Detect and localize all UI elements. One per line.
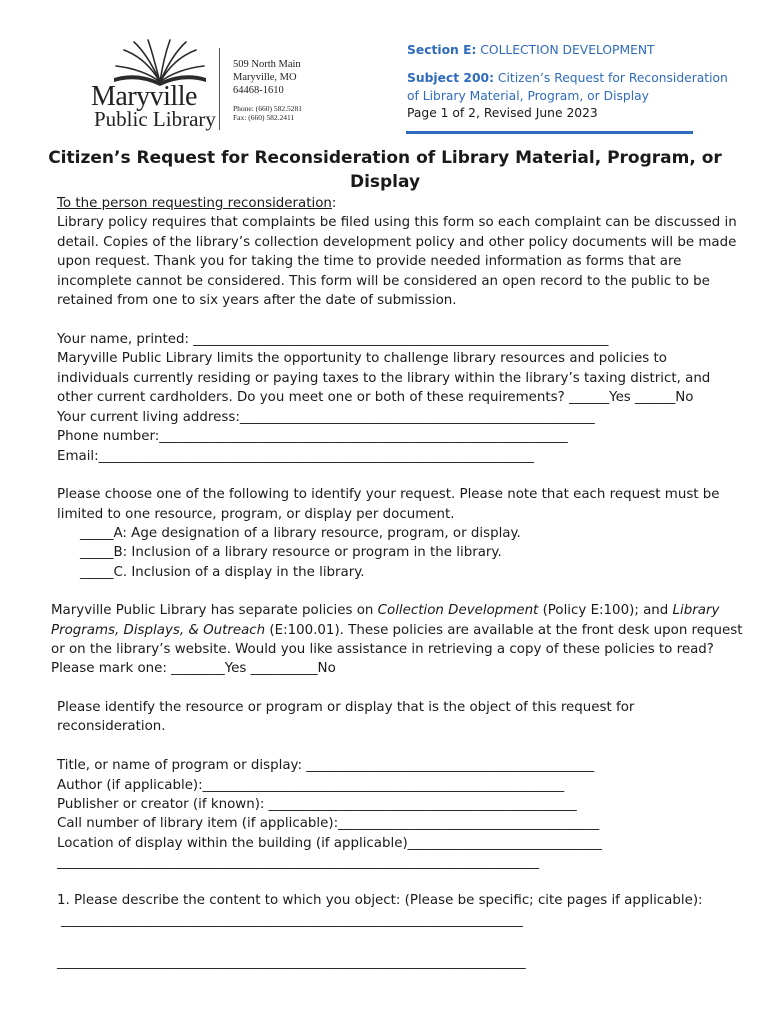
policies-line: Maryville Public Library has separate policies on Collection Development (Policy E:100); and Library bbox=[51, 603, 720, 618]
request-option-b[interactable]: _____B: Inclusion of a library resource or program in the library. bbox=[80, 545, 502, 560]
intro-line: upon request. Thank you for taking the time to provide needed information as forms that are bbox=[57, 254, 682, 269]
policies-mark-field[interactable]: Please mark one: ________Yes __________No bbox=[51, 661, 336, 676]
eligibility-line: Maryville Public Library limits the opportunity to challenge library resources and policies to bbox=[57, 351, 667, 366]
address-street: 509 North Main bbox=[233, 59, 301, 70]
header-divider bbox=[406, 131, 693, 134]
subject-heading: Subject 200: Citizen’s Request for Reconsideration bbox=[407, 71, 728, 85]
publisher-field[interactable]: Publisher or creator (if known): ______________________________________________ bbox=[57, 797, 577, 812]
email-field[interactable]: Email:_________________________________________________________________ bbox=[57, 449, 534, 464]
question-1-answer-line[interactable]: ______________________________________________________________________ bbox=[57, 955, 526, 970]
request-type-intro: limited to one resource, program, or display per document. bbox=[57, 507, 455, 522]
section-heading: Section E: COLLECTION DEVELOPMENT bbox=[407, 43, 655, 57]
eligibility-line: individuals currently residing or paying taxes to the library within the library’s taxing district, and bbox=[57, 371, 711, 386]
logo-divider bbox=[219, 48, 220, 130]
location-field[interactable]: Location of display within the building (if applicable)_____________________________ bbox=[57, 836, 602, 851]
page-title-cont: Display bbox=[349, 172, 421, 192]
request-type-intro: Please choose one of the following to identify your request. Please note that each request must be bbox=[57, 487, 720, 502]
subject-heading-cont: of Library Material, Program, or Display bbox=[407, 89, 649, 103]
eligibility-question[interactable]: other current cardholders. Do you meet one or both of these requirements? ______Yes ______No bbox=[57, 390, 694, 405]
location-field-cont[interactable]: ________________________________________________________________________ bbox=[57, 855, 540, 870]
intro-heading: To the person requesting reconsideration: bbox=[57, 196, 337, 211]
request-option-c[interactable]: _____C. Inclusion of a display in the library. bbox=[80, 565, 365, 580]
intro-line: incomplete cannot be considered. This form will be considered an open record to the public to be bbox=[57, 274, 710, 289]
address-field[interactable]: Your current living address:_____________________________________________________ bbox=[57, 410, 595, 425]
logo-name-line1: Maryville bbox=[91, 81, 197, 112]
question-1: 1. Please describe the content to which you object: (Please be specific; cite pages if applicable): bbox=[57, 893, 703, 908]
name-field[interactable]: Your name, printed: ______________________________________________________________ bbox=[57, 332, 609, 347]
call-number-field[interactable]: Call number of library item (if applicable):_______________________________________ bbox=[57, 816, 600, 831]
author-field[interactable]: Author (if applicable):______________________________________________________ bbox=[57, 778, 565, 793]
address-phone: Phone: (660) 582.5281 bbox=[233, 104, 302, 113]
address-city: Maryville, MO bbox=[233, 72, 297, 83]
page-info: Page 1 of 2, Revised June 2023 bbox=[407, 106, 598, 120]
phone-field[interactable]: Phone number:_____________________________________________________________ bbox=[57, 429, 568, 444]
policies-line: or on the library’s website. Would you like assistance in retrieving a copy of these policies to read? bbox=[51, 642, 714, 657]
intro-line: Library policy requires that complaints be filed using this form so each complaint can be discussed in bbox=[57, 215, 737, 230]
title-field[interactable]: Title, or name of program or display: ___________________________________________ bbox=[57, 758, 595, 773]
logo-name-line2: Public Library bbox=[94, 107, 216, 131]
address-fax: Fax: (660) 582.2411 bbox=[233, 113, 295, 122]
request-option-a[interactable]: _____A: Age designation of a library resource, program, or display. bbox=[80, 526, 521, 541]
intro-line: retained from one to six years after the date of submission. bbox=[57, 293, 457, 308]
policies-line: Programs, Displays, & Outreach (E:100.01). These policies are available at the front desk upon request bbox=[51, 623, 743, 638]
resource-intro: reconsideration. bbox=[57, 719, 166, 734]
intro-line: detail. Copies of the library’s collection development policy and other policy documents will be made bbox=[57, 235, 737, 250]
question-1-answer-line[interactable]: _____________________________________________________________________ bbox=[61, 913, 523, 928]
page-title: Citizen’s Request for Reconsideration of Library Material, Program, or bbox=[48, 148, 722, 168]
resource-intro: Please identify the resource or program or display that is the object of this request for bbox=[57, 700, 635, 715]
address-zip: 64468-1610 bbox=[233, 85, 284, 96]
